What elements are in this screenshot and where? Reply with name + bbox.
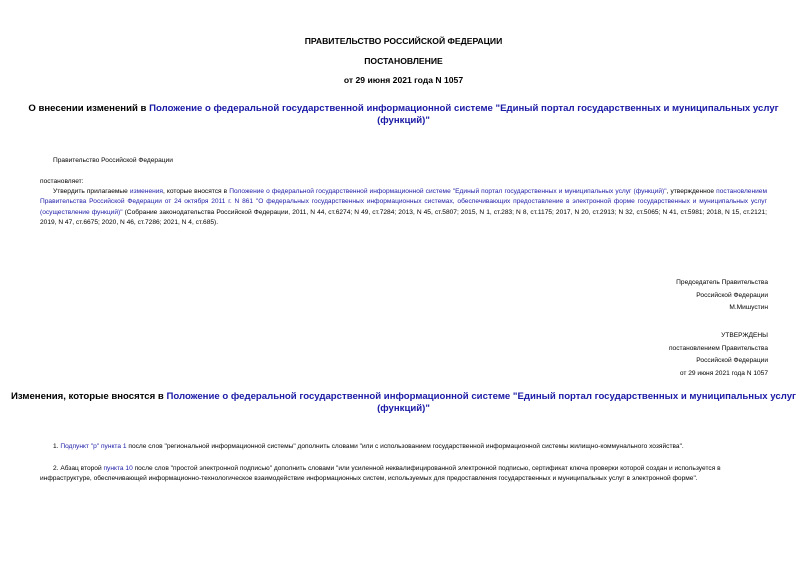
approval-line3: Российской Федерации [696, 357, 768, 364]
document-title-link[interactable]: Положение о федеральной государственной информационной системе "Единый портал государственных и муниципальных услуг [149, 103, 779, 114]
changes-title-link-cont[interactable]: (функций)" [377, 403, 430, 414]
document-title [0, 103, 807, 127]
approval-line4: от 29 июня 2021 года N 1057 [679, 369, 768, 377]
approval-block [669, 330, 768, 380]
change-item-2 [40, 464, 767, 485]
change-item-1 [40, 442, 767, 452]
item2-text-a: 2. Абзац второй [53, 465, 104, 472]
approval-heading: УТВЕРЖДЕНЫ [721, 332, 768, 339]
changes-title-prefix: Изменения, которые вносятся в [10, 391, 167, 402]
item1-text: после слов "региональной информационной системы" дополнить словами "или с использованием государственной информационной системы жилищно-коммунального хозяйства". [126, 443, 684, 450]
item2-text-b: после слов "простой электронной подписью" дополнить словами "или усиленной неквалифицированной электронной подписью, сертификат ключа проверки которой создан и используется в инфраструктуре, обеспечивающей информационно-технологическое взаимодействие информационных систем, используемых для предоставления государственных и муниципальных услуг в электронной форме". [40, 465, 721, 483]
document-date-number: от 29 июня 2021 года N 1057 [343, 75, 464, 85]
government-heading: ПРАВИТЕЛЬСТВО РОССИЙСКОЙ ФЕДЕРАЦИИ [304, 36, 503, 46]
changes-title [0, 391, 807, 415]
signature-position: Председатель Правительства [676, 279, 768, 286]
paragraph-approve [40, 187, 767, 229]
paragraph-10-link[interactable]: пункта 10 [103, 465, 133, 472]
signature-country: Российской Федерации [696, 291, 768, 299]
document-title-link-cont[interactable]: (функций)" [377, 115, 430, 126]
signature-block [676, 277, 768, 315]
changes-title-link[interactable]: Положение о федеральной государственной информационной системе "Единый портал государственных и муниципальных услуг [166, 391, 797, 402]
item1-number: 1. [53, 443, 61, 450]
regulation-link[interactable]: Положение о федеральной государственной информационной системе "Единый портал государственных и муниципальных услуг (функций)" [229, 188, 667, 195]
document-type: ПОСТАНОВЛЕНИЕ [364, 56, 443, 66]
subparagraph-link[interactable]: Подпункт "р" пункта 1 [60, 443, 127, 450]
approval-line2: постановлением Правительства [668, 344, 768, 352]
decides-label: постановляет: [40, 178, 84, 185]
signature-name: М.Мишустин [729, 304, 768, 311]
government-label: Правительство Российской Федерации [53, 157, 173, 164]
changes-link[interactable]: изменения [129, 188, 164, 195]
p1-text-b: , которые вносятся в [163, 188, 230, 195]
resolution-861-link[interactable]: постановлением Правительства Российской Федерации от 24 октября 2011 г. N 861 "О федеральных государственных информационных системах, обеспечивающих предоставление в электронной форме государственных и муниципальных услуг (осуществление функций)" [40, 188, 768, 216]
p1-text-c: , утвержденное [666, 188, 715, 195]
document-title-prefix: О внесении изменений в [28, 103, 150, 114]
p1-text-a: Утвердить прилагаемые [53, 188, 130, 195]
p1-text-d: (Собрание законодательства Российской Федерации, 2011, N 44, ст.6274; N 49, ст.7284; 2013, N 45, ст.5807; 2015, N 1, ст.283; N 8, ст.1175; 2017, N 20, ст.2913; N 32, ст.5065; N 41, ст.5981; 2018, N 15, ст.2121; 2019, N 47, ст.6675; 2020, N 46, ст.7286; 2021, N 4, ст.685). [40, 208, 767, 227]
